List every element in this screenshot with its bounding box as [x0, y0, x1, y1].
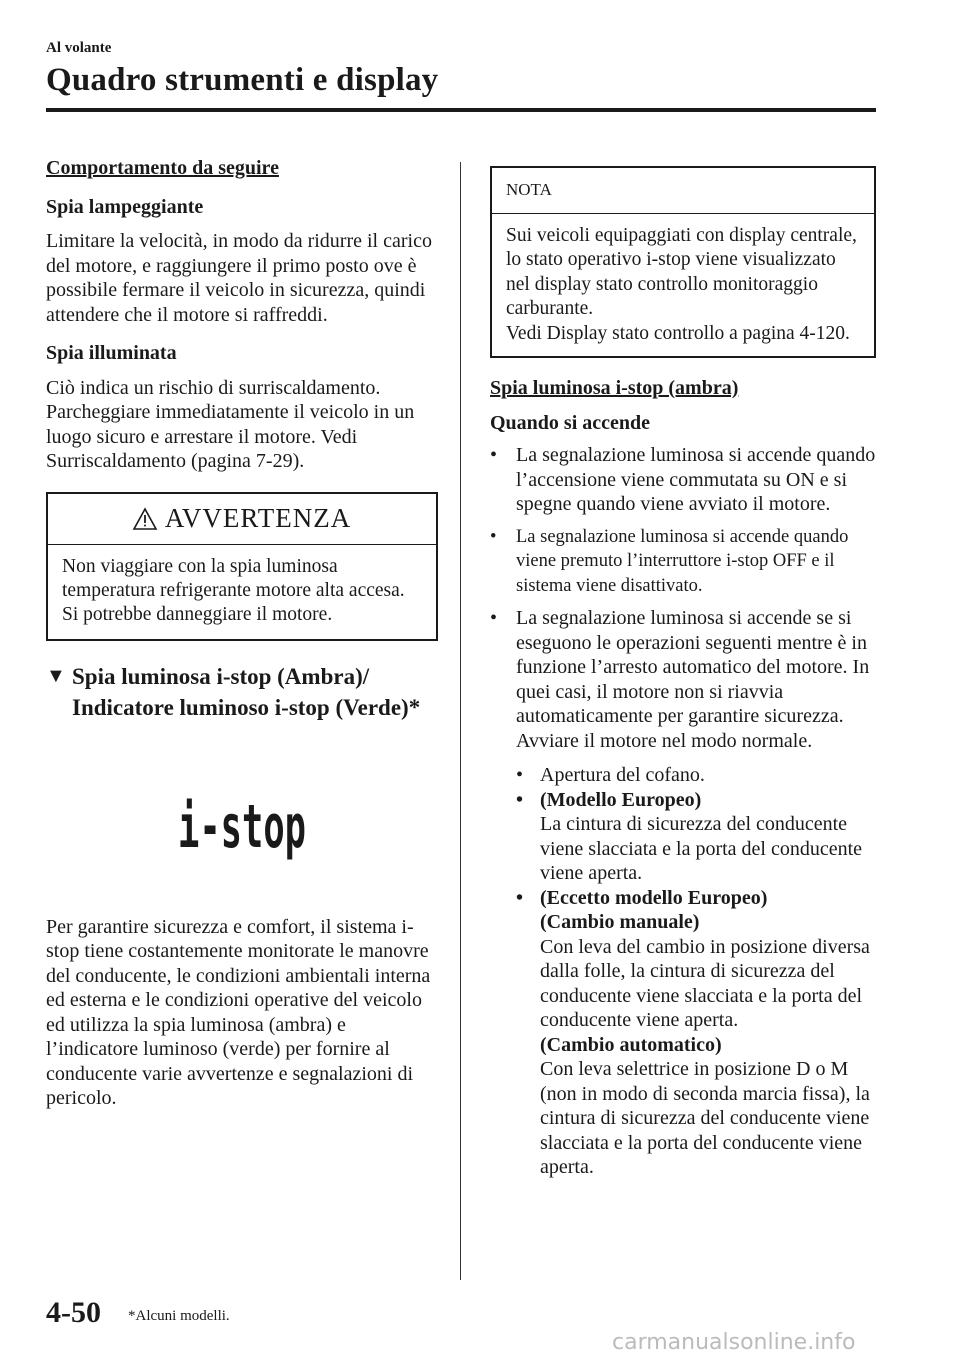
- note-text: Sui veicoli equipaggiati con display centrale, lo stato operativo i-stop viene visualizzato nel display stato controllo monitoraggio carburante.: [506, 224, 857, 319]
- amber-heading: Spia luminosa i-stop (ambra): [490, 377, 739, 399]
- section-label: Al volante: [46, 40, 112, 56]
- warning-box: [46, 492, 438, 641]
- footnote: *Alcuni modelli.: [128, 1308, 230, 1324]
- page-number: 4-50: [46, 1296, 101, 1329]
- left-column: [46, 156, 438, 1111]
- note-body: [492, 214, 874, 357]
- istop-indicator-icon: [172, 791, 312, 861]
- warning-text: Non viaggiare con la spia luminosa temperatura refrigerante motore alta accesa. Si potrebbe danneggiare il motore.: [62, 555, 405, 625]
- list-item: • La segnalazione luminosa si accende se si eseguono le operazioni seguenti mentre è in funzione l’arresto automatico del motore. In quei casi, il motore non si riavvia automaticamente per garantire sicurezza. Avviare il motore nel modo normale.: [490, 607, 870, 752]
- warning-header: [48, 494, 436, 545]
- flashing-heading: Spia lampeggiante: [46, 195, 204, 218]
- bullet-icon: •: [490, 444, 498, 466]
- warning-title: AVVERTENZA: [164, 503, 352, 534]
- triangle-down-icon: ▼: [46, 664, 66, 687]
- bullet-icon: •: [516, 788, 524, 811]
- bullet-icon: •: [490, 526, 497, 547]
- column-divider: [460, 162, 461, 1280]
- behavior-heading: Comportamento da seguire: [46, 157, 279, 179]
- istop-section-heading: [46, 661, 438, 723]
- note-title: NOTA: [492, 168, 874, 214]
- watermark: carmanualsonline.info: [612, 1330, 856, 1355]
- istop-text: Per garantire sicurezza e comfort, il sistema i-stop tiene costantemente monitorate le manovre del conducente, le condizioni ambientali interna ed esterna e le condizioni operative del veicolo ed utilizza la spia luminosa (ambra) e l’indicatore luminoso (verde) per fornire al conducente varie avvertenze e segnalazioni di pericolo.: [46, 915, 431, 1109]
- warning-icon: [133, 508, 157, 530]
- list-item: • La segnalazione luminosa si accende quando l’accensione viene commutata su ON e si spegne quando viene avviato il motore.: [490, 444, 876, 515]
- flashing-text: Limitare la velocità, in modo da ridurre il carico del motore, e raggiungere il primo posto ove è possibile fermare il veicolo in sicurezza, quindi attendere che il motore si raffreddi.: [46, 230, 432, 326]
- list-item: • La segnalazione luminosa si accende quando viene premuto l’interruttore i-stop OFF e il sistema viene disattivato.: [490, 525, 876, 599]
- note-box: [490, 166, 876, 358]
- istop-heading-text: Spia luminosa i-stop (Ambra)/ Indicatore luminoso i-stop (Verde)*: [72, 663, 421, 720]
- lit-text: Ciò indica un rischio di surriscaldamento. Parcheggiare immediatamente il veicolo in un luogo sicuro e arrestare il motore. Vedi Surriscaldamento (pagina 7-29).: [46, 376, 415, 472]
- sub-list-item: • (Modello Europeo) La cintura di sicurezza del conducente viene slacciata e la porta del conducente viene aperta.: [516, 788, 863, 884]
- lit-heading: Spia illuminata: [46, 342, 177, 364]
- note-ref: Vedi Display stato controllo a pagina 4-120.: [506, 322, 850, 344]
- sub-list-item: • (Eccetto modello Europeo) (Cambio manuale) Con leva del cambio in posizione diversa dalla folle, la cintura di sicurezza del conducente viene slacciata e la porta del conducente viene aperta. (Cambio automatico) Con leva selettrice in posizione D o M (non in modo di seconda marcia fissa), la cintura di sicurezza del conducente viene slacciata e la porta del conducente viene aperta.: [516, 886, 870, 1178]
- sub-list-item: • Apertura del cofano.: [516, 764, 705, 786]
- bullet-icon: •: [516, 886, 524, 909]
- bullet-icon: •: [490, 607, 498, 629]
- bullet-icon: •: [516, 764, 524, 786]
- when-heading: Quando si accende: [490, 411, 651, 434]
- page-title: Quadro strumenti e display: [46, 62, 439, 98]
- istop-symbol-text: i-stop: [178, 791, 306, 862]
- right-column: [490, 166, 876, 1180]
- title-rule: [46, 108, 876, 112]
- istop-symbol: [46, 751, 438, 901]
